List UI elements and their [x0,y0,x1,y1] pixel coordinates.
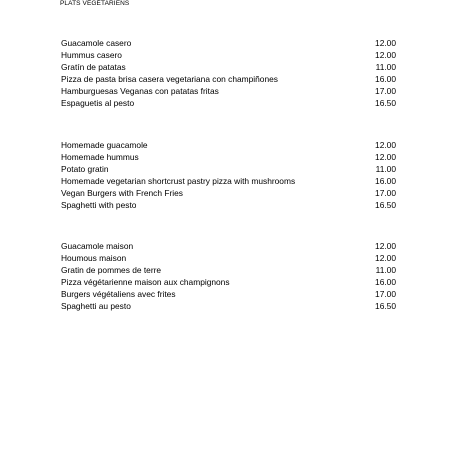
page-title: PLATS VÉGÉTARIENS [60,0,130,7]
menu-item [61,187,396,199]
item-price: 16.00 [375,74,396,84]
item-price: 17.00 [375,86,396,96]
item-price: 11.00 [375,164,396,174]
menu-item [61,276,396,288]
item-name: Spaghetti au pesto [61,301,131,311]
item-name: Homemade hummus [61,152,139,162]
item-name: Espaguetis al pesto [61,98,135,108]
item-name: Hummus casero [61,50,122,60]
menu-item [61,61,396,73]
item-price: 17.00 [375,289,396,299]
item-price: 16.50 [375,301,396,311]
item-price: 12.00 [375,50,396,60]
item-name: Houmous maison [61,253,127,263]
item-name: Homemade vegetarian shortcrust pastry pizza with mushrooms [61,176,296,186]
menu-item [61,288,396,300]
item-name: Hamburguesas Veganas con patatas fritas [61,86,219,96]
item-name: Homemade guacamole [61,140,148,150]
menu-item [61,163,396,175]
item-name: Pizza végétarienne maison aux champignons [61,277,230,287]
item-name: Gratín de patatas [61,62,126,72]
item-price: 16.50 [375,200,396,210]
item-price: 16.00 [375,277,396,287]
item-name: Guacamole maison [61,241,134,251]
item-price: 11.00 [375,265,396,275]
item-name: Burgers végétaliens avec frites [61,289,176,299]
menu-item [61,37,396,49]
item-price: 16.50 [375,98,396,108]
menu-section-english [61,139,396,211]
item-price: 16.00 [375,176,396,186]
menu-item [61,85,396,97]
menu-item [61,139,396,151]
menu-item [61,300,396,312]
item-price: 12.00 [375,38,396,48]
item-price: 12.00 [375,140,396,150]
menu-item [61,97,396,109]
item-name: Potato gratin [61,164,109,174]
menu-item [61,49,396,61]
item-name: Spaghetti with pesto [61,200,137,210]
item-price: 11.00 [375,62,396,72]
menu-item [61,240,396,252]
menu-item [61,151,396,163]
menu-item [61,199,396,211]
menu-item [61,175,396,187]
item-name: Pizza de pasta brisa casera vegetariana con champiñones [61,74,278,84]
item-name: Gratin de pommes de terre [61,265,162,275]
menu-section-spanish [61,37,396,109]
item-price: 17.00 [375,188,396,198]
item-price: 12.00 [375,253,396,263]
item-price: 12.00 [375,152,396,162]
item-name: Guacamole casero [61,38,132,48]
menu-item [61,252,396,264]
menu-item [61,73,396,85]
menu-item [61,264,396,276]
item-name: Vegan Burgers with French Fries [61,188,183,198]
item-price: 12.00 [375,241,396,251]
menu-section-french [61,240,396,312]
